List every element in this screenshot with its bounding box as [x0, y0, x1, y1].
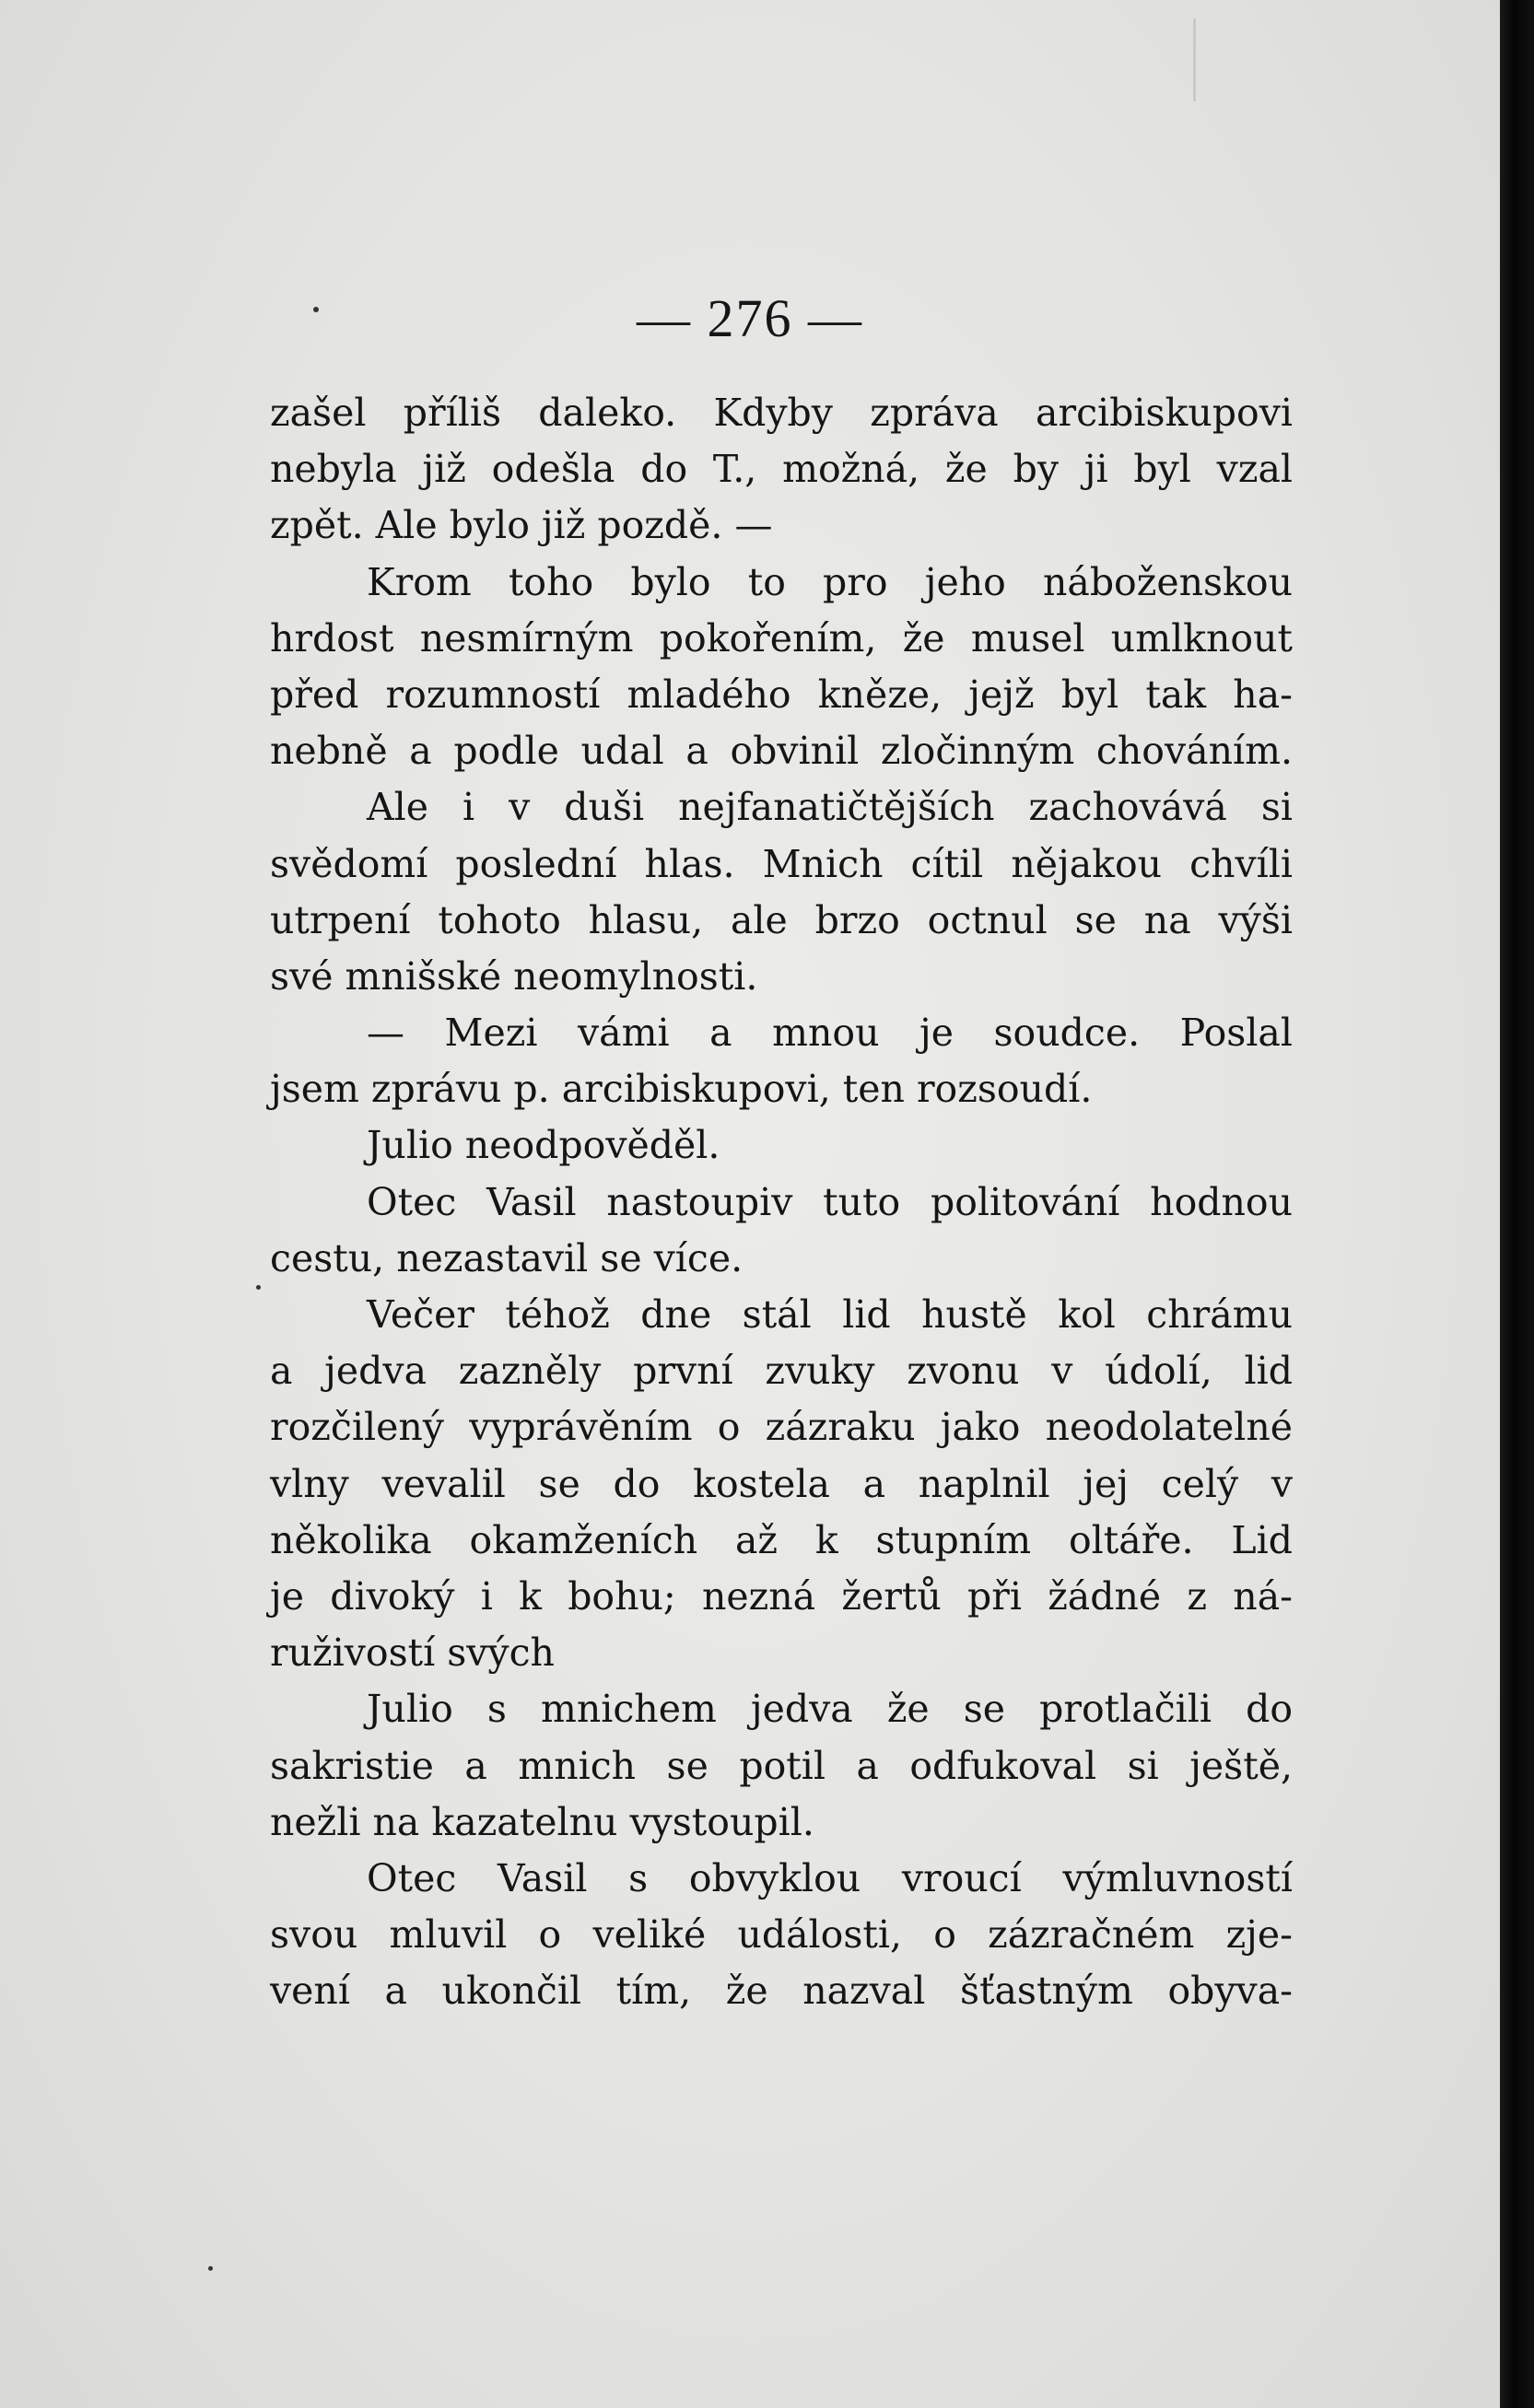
text-line: svědomí poslední hlas. Mnich cítil nějakou chvíli: [270, 841, 1293, 886]
text-line: Ale i v duši nejfanatičtějších zachovává si: [367, 785, 1293, 830]
ink-speck: [256, 1285, 261, 1290]
text-line: Otec Vasil nastoupiv tuto politování hodnou: [367, 1179, 1293, 1224]
text-line: je divoký i k bohu; nezná žertů při žádné z ná-: [270, 1573, 1293, 1619]
text-line: Večer téhož dne stál lid hustě kol chrámu: [367, 1292, 1293, 1337]
text-line: nebyla již odešla do T., možná, že by ji byl vzal: [270, 447, 1293, 492]
text-line: Julio s mnichem jedva že se protlačili do: [367, 1687, 1293, 1732]
text-line: Krom toho bylo to pro jeho náboženskou: [367, 559, 1293, 604]
page-edge-shadow: [1500, 0, 1534, 2408]
text-line: Julio neodpověděl.: [367, 1123, 720, 1168]
text-line: Otec Vasil s obvyklou vroucí výmluvností: [367, 1855, 1293, 1900]
ink-speck: [208, 2266, 213, 2271]
text-line: sakristie a mnich se potil a odfukoval si ještě,: [270, 1743, 1293, 1788]
text-line: ruživostí svých: [270, 1631, 555, 1676]
ink-speck: [313, 307, 319, 312]
text-line: svou mluvil o veliké události, o zázračném zje-: [270, 1912, 1293, 1958]
text-line: několika okamženích až k stupním oltáře. Lid: [270, 1517, 1293, 1562]
text-line: a jedva zazněly první zvuky zvonu v údolí, lid: [270, 1349, 1293, 1394]
text-line: hrdost nesmírným pokořením, že musel umlknout: [270, 615, 1293, 660]
body-text: [270, 385, 1293, 2019]
text-line: nebně a podle udal a obvinil zločinným chováním.: [270, 729, 1293, 774]
text-line: nežli na kazatelnu vystoupil.: [270, 1799, 814, 1844]
text-line: utrpení tohoto hlasu, ale brzo octnul se na výši: [270, 897, 1293, 942]
text-line: vlny vevalil se do kostela a naplnil jej celý v: [270, 1461, 1293, 1506]
text-line: rozčilený vyprávěním o zázraku jako neodolatelné: [270, 1405, 1293, 1450]
text-line: — Mezi vámi a mnou je soudce. Poslal: [367, 1011, 1293, 1056]
text-line: cestu, nezastavil se více.: [270, 1235, 744, 1280]
text-line: vení a ukončil tím, že nazval šťastným obyva-: [270, 1969, 1293, 2014]
text-line: zašel příliš daleko. Kdyby zpráva arcibiskupovi: [270, 391, 1293, 435]
page-number: — 276 —: [637, 288, 863, 348]
text-line: své mnišské neomylnosti.: [270, 953, 758, 999]
text-line: jsem zprávu p. arcibiskupovi, ten rozsoudí.: [270, 1067, 1093, 1112]
text-line: před rozumností mladého kněze, jejž byl tak ha-: [270, 672, 1293, 717]
page-fold-mark: [1193, 18, 1196, 101]
text-line: zpět. Ale bylo již pozdě. —: [270, 503, 773, 548]
